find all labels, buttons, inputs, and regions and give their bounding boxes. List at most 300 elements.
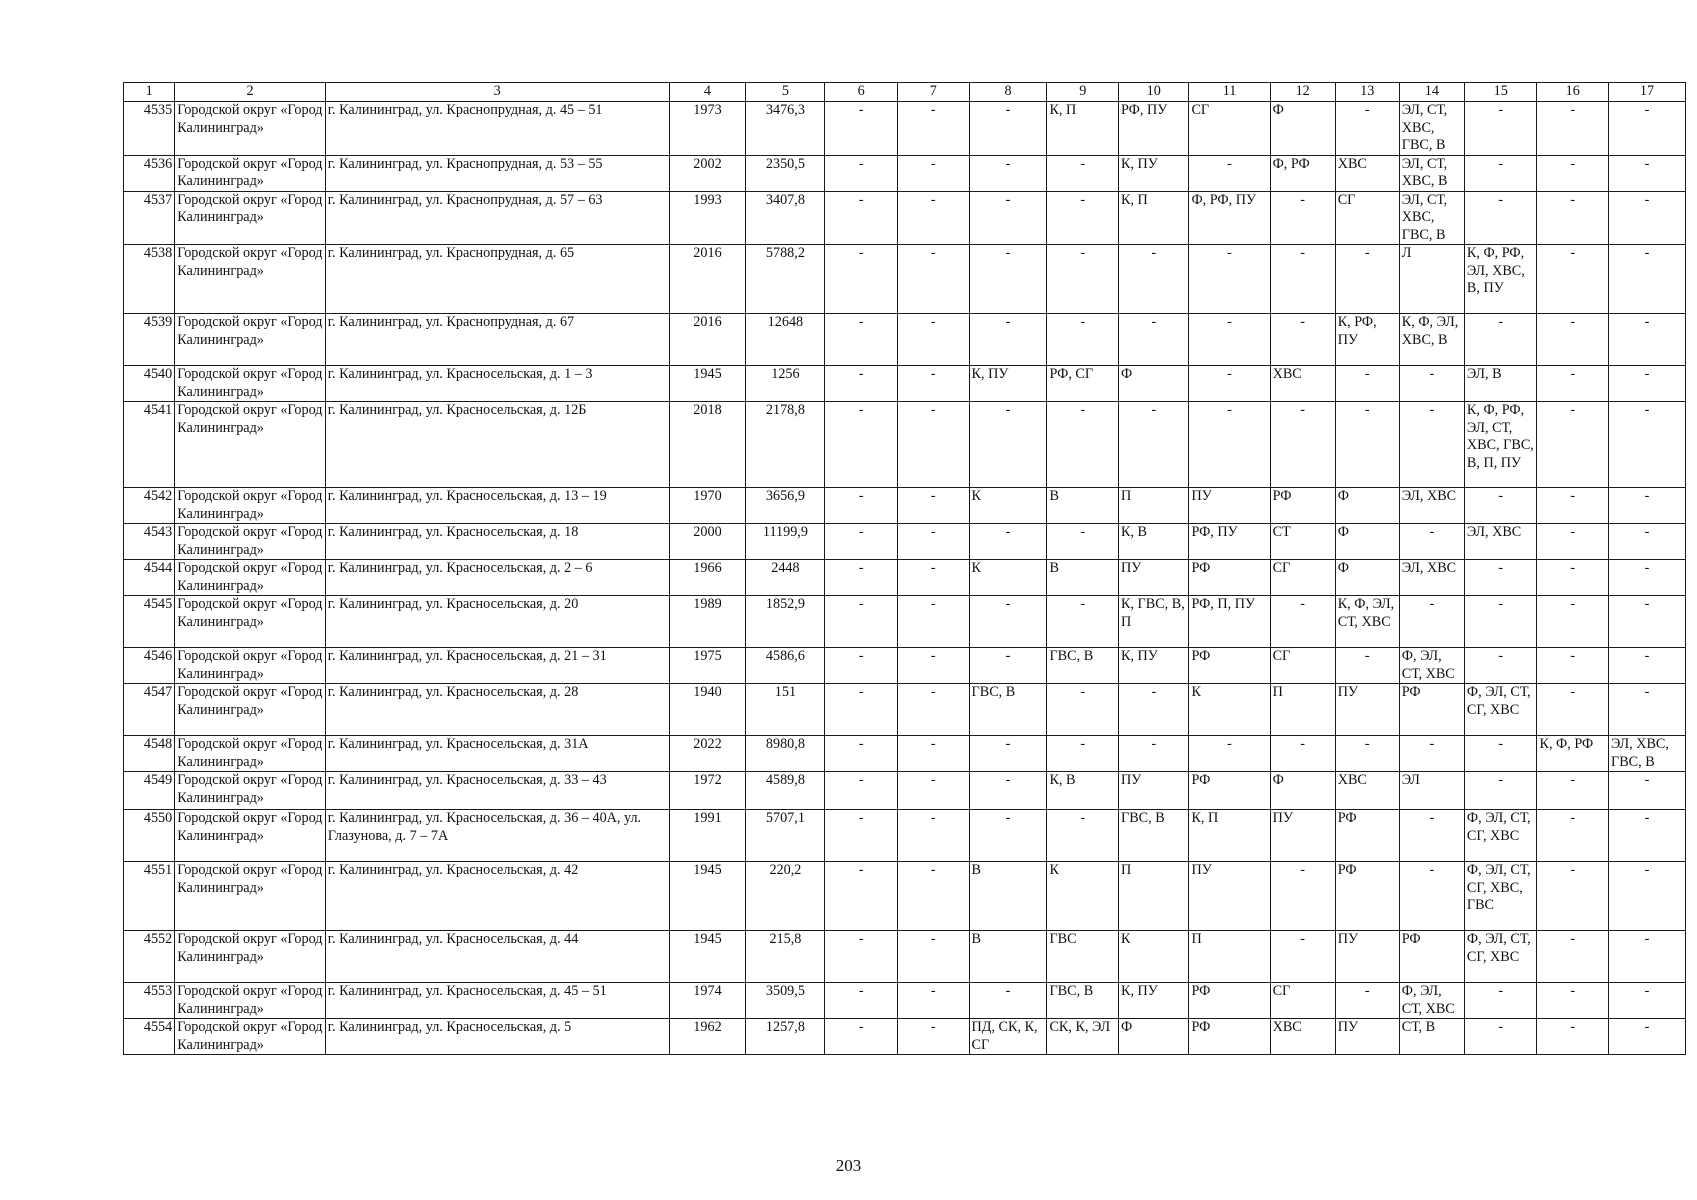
cell-col-7: - [898,1019,970,1055]
cell-col-11: РФ [1189,983,1270,1019]
cell-col-16: - [1537,191,1609,245]
cell-col-12: СГ [1270,648,1335,684]
cell-year-built: 1991 [669,810,746,862]
cell-area: 4586,6 [746,648,825,684]
cell-col-11: П [1189,931,1270,983]
column-number-9: 9 [1047,83,1119,102]
cell-area: 4589,8 [746,772,825,810]
cell-col-12: ПУ [1270,810,1335,862]
cell-year-built: 1940 [669,684,746,736]
cell-col-13: ПУ [1335,1019,1399,1055]
cell-year-built: 2018 [669,402,746,488]
cell-col-17: - [1609,488,1686,524]
cell-col-8: - [969,191,1047,245]
table-row [124,102,1686,156]
cell-col-12: СГ [1270,983,1335,1019]
column-number-13: 13 [1335,83,1399,102]
cell-col-15: - [1464,772,1537,810]
cell-col-11: - [1189,366,1270,402]
table-body [124,83,1686,1055]
cell-col-13: СГ [1335,191,1399,245]
cell-col-6: - [825,245,898,314]
cell-year-built: 1945 [669,931,746,983]
cell-col-17: - [1609,684,1686,736]
cell-row-number: 4540 [124,366,175,402]
cell-col-9: - [1047,684,1119,736]
cell-col-6: - [825,684,898,736]
column-number-1: 1 [124,83,175,102]
cell-col-10: К, ГВС, В, П [1119,596,1189,648]
cell-col-11: Ф, РФ, ПУ [1189,191,1270,245]
cell-col-17: - [1609,366,1686,402]
cell-col-14: ЭЛ, СТ, ХВС, ГВС, В [1399,191,1464,245]
cell-col-9: - [1047,155,1119,191]
cell-col-12: - [1270,931,1335,983]
cell-col-9: - [1047,596,1119,648]
cell-municipality: Городской округ «Город Калининград» [175,810,326,862]
cell-col-10: Ф [1119,366,1189,402]
cell-col-12: - [1270,245,1335,314]
cell-year-built: 1993 [669,191,746,245]
cell-row-number: 4542 [124,488,175,524]
cell-col-15: - [1464,596,1537,648]
cell-col-7: - [898,155,970,191]
cell-col-17: - [1609,155,1686,191]
cell-col-16: - [1537,560,1609,596]
cell-area: 2350,5 [746,155,825,191]
cell-year-built: 1974 [669,983,746,1019]
cell-address: г. Калининград, ул. Красносельская, д. 31А [325,736,669,772]
cell-col-10: К, ПУ [1119,648,1189,684]
cell-col-9: ГВС [1047,931,1119,983]
cell-col-8: - [969,810,1047,862]
cell-col-11: - [1189,314,1270,366]
cell-col-16: - [1537,862,1609,931]
cell-row-number: 4538 [124,245,175,314]
cell-row-number: 4549 [124,772,175,810]
cell-col-11: РФ, П, ПУ [1189,596,1270,648]
cell-area: 1257,8 [746,1019,825,1055]
cell-col-12: Ф [1270,102,1335,156]
cell-col-16: - [1537,155,1609,191]
cell-col-12: - [1270,191,1335,245]
cell-year-built: 2000 [669,524,746,560]
cell-address: г. Калининград, ул. Красносельская, д. 44 [325,931,669,983]
cell-col-7: - [898,931,970,983]
cell-col-10: - [1119,245,1189,314]
cell-col-6: - [825,524,898,560]
cell-col-16: - [1537,684,1609,736]
cell-col-15: - [1464,736,1537,772]
cell-col-9: В [1047,560,1119,596]
cell-col-14: Ф, ЭЛ, СТ, ХВС [1399,983,1464,1019]
column-number-4: 4 [669,83,746,102]
cell-col-17: - [1609,862,1686,931]
cell-col-16: - [1537,648,1609,684]
cell-col-14: РФ [1399,684,1464,736]
cell-year-built: 2002 [669,155,746,191]
cell-col-7: - [898,648,970,684]
cell-col-14: Ф, ЭЛ, СТ, ХВС [1399,648,1464,684]
cell-year-built: 1945 [669,366,746,402]
cell-col-11: РФ [1189,1019,1270,1055]
cell-area: 11199,9 [746,524,825,560]
cell-area: 12648 [746,314,825,366]
cell-col-10: К, П [1119,191,1189,245]
cell-col-10: К, ПУ [1119,983,1189,1019]
column-number-11: 11 [1189,83,1270,102]
cell-col-8: В [969,931,1047,983]
cell-address: г. Калининград, ул. Краснопрудная, д. 53 – 55 [325,155,669,191]
table-row [124,314,1686,366]
cell-col-6: - [825,1019,898,1055]
cell-municipality: Городской округ «Город Калининград» [175,366,326,402]
cell-col-16: - [1537,772,1609,810]
cell-address: г. Калининград, ул. Красносельская, д. 13 – 19 [325,488,669,524]
table-row [124,402,1686,488]
cell-col-7: - [898,366,970,402]
cell-year-built: 1970 [669,488,746,524]
cell-col-16: - [1537,596,1609,648]
cell-col-17: - [1609,931,1686,983]
cell-year-built: 1945 [669,862,746,931]
cell-municipality: Городской округ «Город Калининград» [175,102,326,156]
table-row [124,684,1686,736]
cell-address: г. Калининград, ул. Красносельская, д. 28 [325,684,669,736]
cell-area: 215,8 [746,931,825,983]
cell-col-8: - [969,314,1047,366]
cell-col-8: - [969,402,1047,488]
cell-col-13: ХВС [1335,155,1399,191]
cell-col-6: - [825,488,898,524]
table-row [124,366,1686,402]
cell-col-16: - [1537,366,1609,402]
table-row [124,524,1686,560]
cell-col-14: - [1399,402,1464,488]
cell-col-6: - [825,736,898,772]
cell-area: 1852,9 [746,596,825,648]
cell-col-15: - [1464,488,1537,524]
cell-col-13: - [1335,983,1399,1019]
cell-row-number: 4537 [124,191,175,245]
cell-col-8: - [969,102,1047,156]
cell-col-14: - [1399,596,1464,648]
cell-col-13: К, РФ, ПУ [1335,314,1399,366]
cell-col-14: - [1399,736,1464,772]
cell-municipality: Городской округ «Город Калининград» [175,488,326,524]
cell-col-14: ЭЛ, СТ, ХВС, ГВС, В [1399,102,1464,156]
cell-col-11: - [1189,402,1270,488]
cell-col-14: Л [1399,245,1464,314]
cell-municipality: Городской округ «Город Калининград» [175,1019,326,1055]
column-number-5: 5 [746,83,825,102]
cell-col-9: - [1047,402,1119,488]
cell-col-11: ПУ [1189,862,1270,931]
cell-col-13: - [1335,245,1399,314]
cell-address: г. Калининград, ул. Краснопрудная, д. 65 [325,245,669,314]
cell-municipality: Городской округ «Город Калининград» [175,648,326,684]
cell-col-11: СГ [1189,102,1270,156]
cell-area: 3407,8 [746,191,825,245]
cell-col-16: - [1537,810,1609,862]
cell-col-8: - [969,772,1047,810]
cell-row-number: 4545 [124,596,175,648]
cell-col-8: - [969,245,1047,314]
cell-col-16: - [1537,402,1609,488]
cell-municipality: Городской округ «Город Калининград» [175,314,326,366]
cell-address: г. Калининград, ул. Красносельская, д. 33 – 43 [325,772,669,810]
cell-col-9: - [1047,245,1119,314]
cell-col-16: - [1537,314,1609,366]
cell-area: 5788,2 [746,245,825,314]
cell-col-8: ПД, СК, К, СГ [969,1019,1047,1055]
cell-col-16: - [1537,931,1609,983]
cell-col-7: - [898,684,970,736]
cell-col-11: РФ, ПУ [1189,524,1270,560]
cell-row-number: 4548 [124,736,175,772]
cell-col-16: - [1537,524,1609,560]
table-row [124,772,1686,810]
cell-col-7: - [898,102,970,156]
cell-col-8: К, ПУ [969,366,1047,402]
cell-row-number: 4536 [124,155,175,191]
column-number-17: 17 [1609,83,1686,102]
cell-col-13: К, Ф, ЭЛ, СТ, ХВС [1335,596,1399,648]
cell-col-17: - [1609,560,1686,596]
cell-col-11: - [1189,736,1270,772]
cell-col-8: К [969,560,1047,596]
cell-col-16: - [1537,488,1609,524]
cell-col-7: - [898,596,970,648]
cell-col-14: ЭЛ, ХВС [1399,488,1464,524]
cell-col-11: РФ [1189,772,1270,810]
cell-col-6: - [825,102,898,156]
cell-row-number: 4552 [124,931,175,983]
cell-area: 151 [746,684,825,736]
cell-col-10: - [1119,736,1189,772]
cell-col-9: ГВС, В [1047,983,1119,1019]
cell-col-7: - [898,560,970,596]
table-row [124,862,1686,931]
cell-col-7: - [898,862,970,931]
cell-year-built: 1973 [669,102,746,156]
column-number-8: 8 [969,83,1047,102]
column-number-14: 14 [1399,83,1464,102]
cell-col-15: ЭЛ, ХВС [1464,524,1537,560]
cell-col-6: - [825,596,898,648]
cell-row-number: 4553 [124,983,175,1019]
cell-col-6: - [825,314,898,366]
cell-col-16: К, Ф, РФ [1537,736,1609,772]
cell-area: 8980,8 [746,736,825,772]
cell-row-number: 4543 [124,524,175,560]
cell-area: 220,2 [746,862,825,931]
cell-col-11: РФ [1189,560,1270,596]
cell-col-10: П [1119,862,1189,931]
cell-address: г. Калининград, ул. Красносельская, д. 2 – 6 [325,560,669,596]
cell-col-6: - [825,648,898,684]
cell-address: г. Калининград, ул. Красносельская, д. 18 [325,524,669,560]
cell-col-15: - [1464,648,1537,684]
cell-address: г. Калининград, ул. Красносельская, д. 45 – 51 [325,983,669,1019]
cell-col-9: ГВС, В [1047,648,1119,684]
cell-area: 5707,1 [746,810,825,862]
cell-col-16: - [1537,102,1609,156]
cell-col-13: ПУ [1335,931,1399,983]
cell-col-17: - [1609,102,1686,156]
cell-municipality: Городской округ «Город Калининград» [175,596,326,648]
cell-col-6: - [825,862,898,931]
cell-row-number: 4546 [124,648,175,684]
cell-col-12: РФ [1270,488,1335,524]
cell-col-13: РФ [1335,810,1399,862]
cell-col-15: Ф, ЭЛ, СТ, СГ, ХВС [1464,684,1537,736]
cell-col-9: СК, К, ЭЛ [1047,1019,1119,1055]
cell-address: г. Калининград, ул. Красносельская, д. 21 – 31 [325,648,669,684]
cell-col-12: - [1270,596,1335,648]
cell-col-12: - [1270,402,1335,488]
cell-col-10: К, ПУ [1119,155,1189,191]
cell-address: г. Калининград, ул. Красносельская, д. 36 – 40А, ул. Глазунова, д. 7 – 7А [325,810,669,862]
cell-col-12: П [1270,684,1335,736]
cell-col-14: СТ, В [1399,1019,1464,1055]
cell-col-6: - [825,983,898,1019]
cell-area: 3476,3 [746,102,825,156]
cell-row-number: 4554 [124,1019,175,1055]
cell-area: 1256 [746,366,825,402]
cell-col-12: Ф [1270,772,1335,810]
table-row [124,983,1686,1019]
cell-col-11: - [1189,155,1270,191]
cell-col-8: В [969,862,1047,931]
cell-col-17: - [1609,648,1686,684]
cell-col-6: - [825,931,898,983]
cell-col-13: РФ [1335,862,1399,931]
cell-municipality: Городской округ «Город Калининград» [175,402,326,488]
cell-municipality: Городской округ «Город Калининград» [175,736,326,772]
cell-row-number: 4539 [124,314,175,366]
cell-col-13: - [1335,648,1399,684]
cell-col-8: - [969,155,1047,191]
table-row [124,191,1686,245]
cell-col-7: - [898,524,970,560]
cell-col-13: Ф [1335,524,1399,560]
cell-col-9: - [1047,736,1119,772]
register-table-container [123,82,1686,1055]
cell-col-10: ПУ [1119,560,1189,596]
cell-col-14: ЭЛ, СТ, ХВС, В [1399,155,1464,191]
cell-year-built: 1989 [669,596,746,648]
cell-municipality: Городской округ «Город Калининград» [175,191,326,245]
cell-col-17: - [1609,524,1686,560]
cell-year-built: 1962 [669,1019,746,1055]
cell-year-built: 1966 [669,560,746,596]
cell-year-built: 2016 [669,245,746,314]
column-number-12: 12 [1270,83,1335,102]
cell-col-15: Ф, ЭЛ, СТ, СГ, ХВС [1464,810,1537,862]
cell-row-number: 4547 [124,684,175,736]
cell-col-8: - [969,648,1047,684]
cell-col-17: - [1609,772,1686,810]
cell-area: 2448 [746,560,825,596]
column-number-15: 15 [1464,83,1537,102]
cell-col-13: ПУ [1335,684,1399,736]
cell-col-10: ПУ [1119,772,1189,810]
cell-area: 2178,8 [746,402,825,488]
cell-col-15: - [1464,983,1537,1019]
cell-col-15: К, Ф, РФ, ЭЛ, СТ, ХВС, ГВС, В, П, ПУ [1464,402,1537,488]
cell-address: г. Калининград, ул. Краснопрудная, д. 67 [325,314,669,366]
table-row [124,245,1686,314]
cell-col-9: К [1047,862,1119,931]
cell-col-8: - [969,524,1047,560]
table-row [124,488,1686,524]
cell-municipality: Городской округ «Город Калининград» [175,155,326,191]
cell-col-17: - [1609,1019,1686,1055]
cell-col-14: - [1399,524,1464,560]
cell-col-10: Ф [1119,1019,1189,1055]
cell-municipality: Городской округ «Город Калининград» [175,524,326,560]
cell-col-13: Ф [1335,560,1399,596]
cell-address: г. Калининград, ул. Красносельская, д. 5 [325,1019,669,1055]
cell-col-17: - [1609,810,1686,862]
table-row [124,596,1686,648]
table-row [124,155,1686,191]
column-number-2: 2 [175,83,326,102]
cell-col-8: ГВС, В [969,684,1047,736]
cell-row-number: 4550 [124,810,175,862]
cell-col-10: - [1119,314,1189,366]
cell-col-10: - [1119,684,1189,736]
column-number-16: 16 [1537,83,1609,102]
cell-col-8: К [969,488,1047,524]
cell-col-11: К [1189,684,1270,736]
cell-col-7: - [898,245,970,314]
cell-col-12: ХВС [1270,366,1335,402]
cell-col-12: - [1270,862,1335,931]
cell-col-15: Ф, ЭЛ, СТ, СГ, ХВС [1464,931,1537,983]
cell-municipality: Городской округ «Город Калининград» [175,245,326,314]
cell-col-15: К, Ф, РФ, ЭЛ, ХВС, В, ПУ [1464,245,1537,314]
column-number-header-row [124,83,1686,102]
cell-col-15: - [1464,560,1537,596]
cell-col-12: Ф, РФ [1270,155,1335,191]
cell-col-17: - [1609,314,1686,366]
table-row [124,1019,1686,1055]
cell-col-7: - [898,314,970,366]
cell-address: г. Калининград, ул. Красносельская, д. 20 [325,596,669,648]
table-row [124,736,1686,772]
cell-municipality: Городской округ «Город Калининград» [175,560,326,596]
cell-year-built: 2016 [669,314,746,366]
cell-col-7: - [898,402,970,488]
cell-col-13: ХВС [1335,772,1399,810]
cell-col-14: ЭЛ [1399,772,1464,810]
cell-row-number: 4544 [124,560,175,596]
cell-col-10: К [1119,931,1189,983]
cell-col-13: Ф [1335,488,1399,524]
cell-col-8: - [969,596,1047,648]
cell-col-14: - [1399,862,1464,931]
column-number-7: 7 [898,83,970,102]
cell-col-17: - [1609,245,1686,314]
cell-col-6: - [825,560,898,596]
cell-col-10: К, В [1119,524,1189,560]
cell-col-6: - [825,810,898,862]
table-row [124,931,1686,983]
cell-area: 3509,5 [746,983,825,1019]
page-number: 203 [835,1156,862,1175]
